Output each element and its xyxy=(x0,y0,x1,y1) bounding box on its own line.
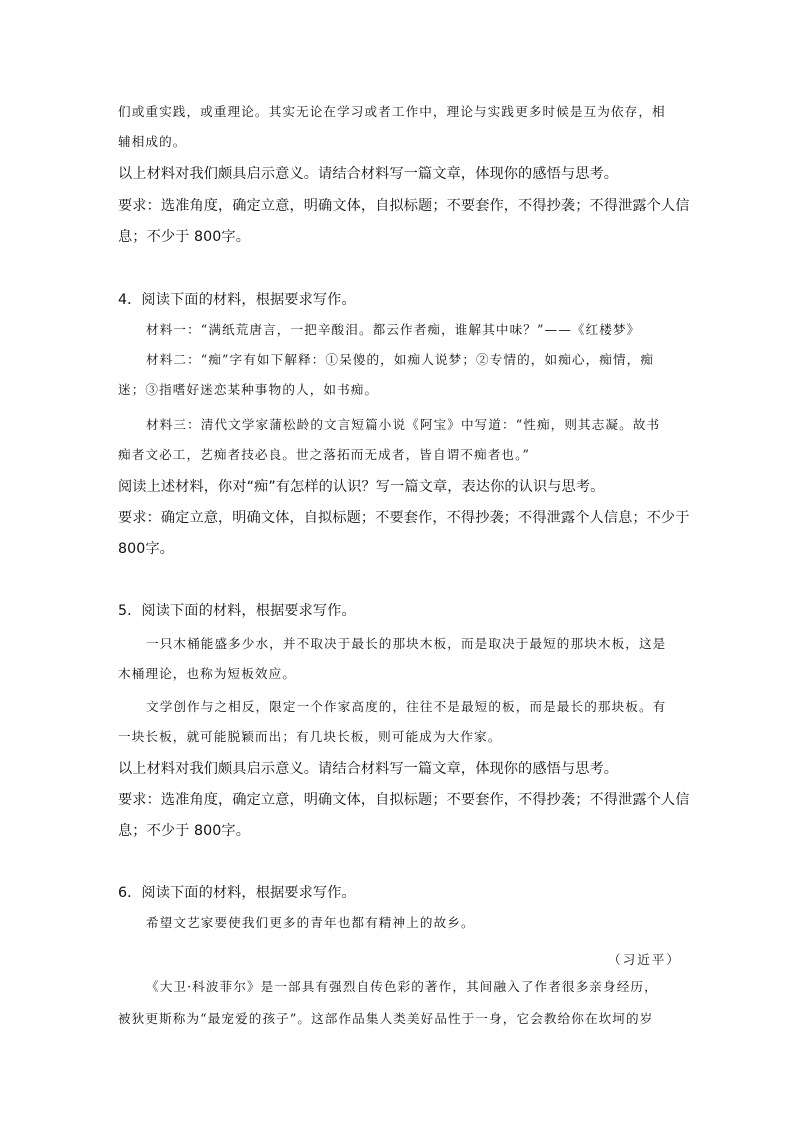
q4-material-3-line-1: 材料三：清代文学家蒲松龄的文言短篇小说《阿宝》中写道：“性痴，则其志凝。故书 xyxy=(146,417,661,432)
q5-material-b-line-2: 一块长板，就可能脱颖而出；有几块长板，则可能成为大作家。 xyxy=(118,729,502,744)
q5-material-a-line-1: 一只木桶能盛多少水，并不取决于最长的那块木板，而是取决于最短的那块木板，这是 xyxy=(146,636,667,651)
q4-material-2-line-1: 材料二：“痴”字有如下解释：①呆傻的，如痴人说梦；②专情的，如痴心，痴情，痴 xyxy=(146,352,655,367)
question-4-title: 4．阅读下面的材料，根据要求写作。 xyxy=(118,292,356,308)
requirements-line-2: 息；不少于 800字。 xyxy=(118,229,251,245)
q6-material-line-2: 被狄更斯称为“最宠爱的孩子”。这部作品集人类美好品性于一身，它会教给你在坎坷的岁 xyxy=(118,1011,654,1026)
q5-prompt: 以上材料对我们颇具启示意义。请结合材料写一篇文章，体现你的感悟与思考。 xyxy=(118,761,619,777)
q4-material-2-line-2: 迷；③指嗜好迷恋某种事物的人，如书痴。 xyxy=(118,382,379,397)
q5-requirements-line-2: 息；不少于 800字。 xyxy=(118,823,251,839)
question-5-title: 5．阅读下面的材料，根据要求写作。 xyxy=(118,603,356,619)
q5-material-b-line-1: 文学创作与之相反，限定一个作家高度的，往往不是最短的板，而是最长的那块板。有 xyxy=(146,699,667,714)
q6-material-line-1: 《大卫·科波菲尔》是一部具有强烈自传色彩的著作，其间融入了作者很多亲身经历， xyxy=(146,979,658,994)
q5-material-a-line-2: 木桶理论，也称为短板效应。 xyxy=(118,666,297,681)
question-6-title: 6．阅读下面的材料，根据要求写作。 xyxy=(118,885,356,901)
continued-material-line-2: 辅相成的。 xyxy=(118,134,187,149)
q5-requirements-line-1: 要求：选准角度，确定立意，明确文体，自拟标题；不要套作，不得抄袭；不得泄露个人信 xyxy=(118,792,690,808)
continued-material-line-1: 们或重实践，或重理论。其实无论在学习或者工作中，理论与实践更多时候是互为依存，相 xyxy=(118,104,666,119)
prompt-instruction: 以上材料对我们颇具启示意义。请结合材料写一篇文章，体现你的感悟与思考。 xyxy=(118,166,619,182)
q4-requirements-line-2: 800字。 xyxy=(118,541,174,557)
q4-requirements-line-1: 要求：确定立意，明确文体，自拟标题；不要套作，不得抄袭；不得泄露个人信息；不少于 xyxy=(118,510,690,526)
requirements-line-1: 要求：选准角度，确定立意，明确文体，自拟标题；不要套作，不得抄袭；不得泄露个人信 xyxy=(118,198,690,214)
q6-quote-attribution: （习近平） xyxy=(608,952,681,967)
q4-prompt: 阅读上述材料，你对“痴”有怎样的认识？写一篇文章，表达你的认识与思考。 xyxy=(118,479,605,495)
q4-material-3-line-2: 痴者文必工，艺痴者技必良。世之落拓而无成者，皆自谓不痴者也。” xyxy=(118,447,531,462)
q6-quote: 希望文艺家要使我们更多的青年也都有精神上的故乡。 xyxy=(146,915,475,930)
q4-material-1: 材料一：“满纸荒唐言，一把辛酸泪。都云作者痴，谁解其中味？”——《红楼梦》 xyxy=(146,322,641,337)
